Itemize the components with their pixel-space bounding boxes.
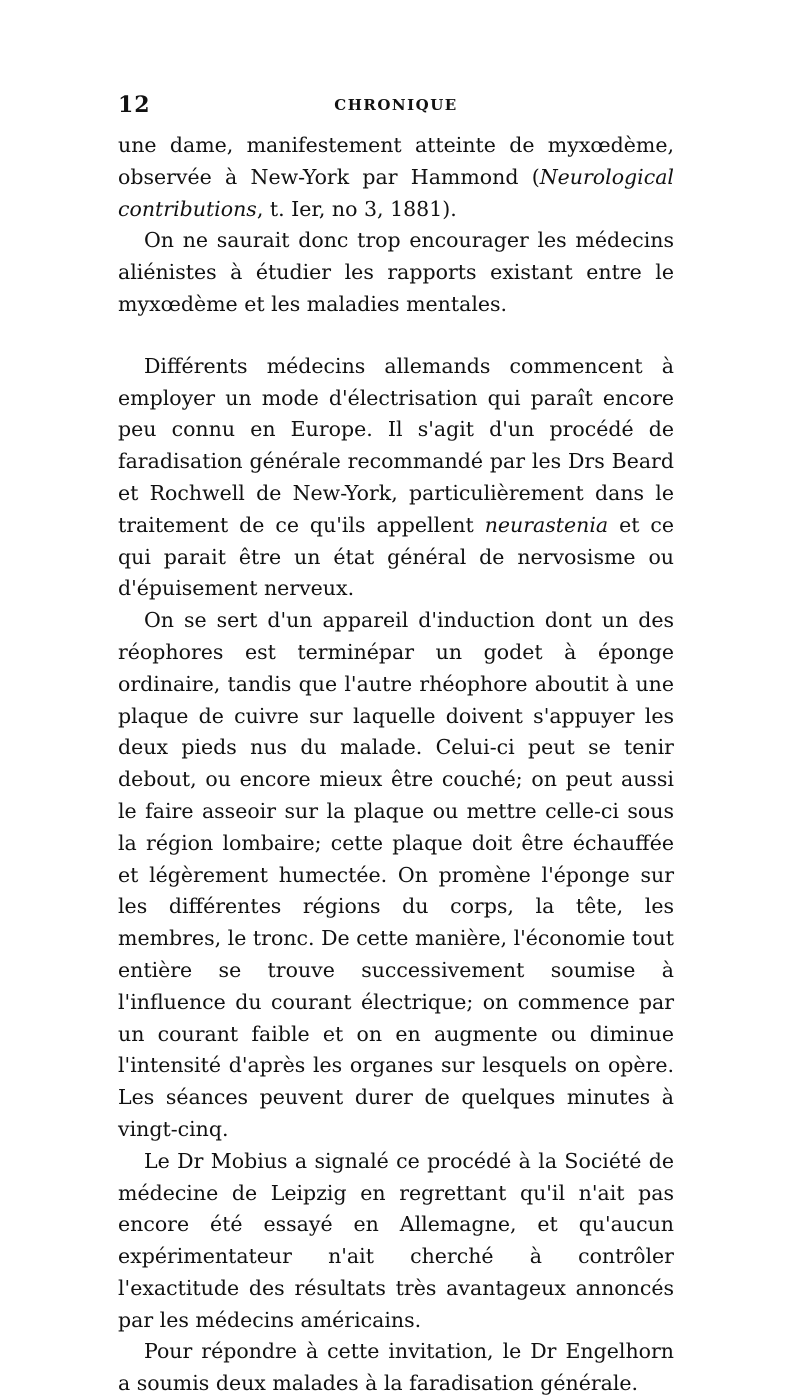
paragraph: Pour répondre à cette invitation, le Dr Engelhorn a soumis deux malades à la faradisation générale. (118, 1339, 674, 1396)
page-number: 12 (118, 92, 151, 118)
paragraph-text: et ce qui parait être un état général de nervosisme ou d'épuisement nerveux. (118, 512, 674, 601)
running-title: CHRONIQUE (334, 96, 458, 114)
page-header (118, 92, 674, 120)
paragraph-text: , t. Ier, no 3, 1881). (256, 196, 457, 221)
body-text (118, 130, 674, 1400)
term-italic: neurastenia (484, 512, 609, 537)
paragraph: On se sert d'un appareil d'induction dont un des réophores est terminépar un godet à éponge ordinaire, tandis que l'autre rhéophore aboutit à une plaque de cuivre sur laquelle doivent s'appuyer les deux pieds nus du malade. Celui-ci peut se tenir debout, ou encore mieux être couché; on peut aussi le faire asseoir sur la plaque ou mettre celle-ci sous la région lombaire; cette plaque doit être échauffée et légèrement humectée. On promène l'éponge sur les différentes régions du corps, la tête, les membres, le tronc. De cette manière, l'économie tout entière se trouve successivement soumise à l'influence du courant électrique; on commence par un courant faible et on en augmente ou diminue l'intensité d'après les organes sur lesquels on opère. Les séances peuvent durer de quelques minutes à vingt-cinq. (118, 608, 674, 1141)
paragraph-text: Différents médecins allemands commencent à employer un mode d'électrisation qui paraît encore peu connu en Europe. Il s'agit d'un procédé de faradisation générale recommandé par les Drs Beard et Rochwell de New-York, particulièrement dans le traitement de ce qu'ils appellent (118, 353, 674, 537)
paragraph (118, 130, 674, 225)
paragraph: On ne saurait donc trop encourager les médecins aliénistes à étudier les rapports existant entre le myxœdème et les maladies mentales. (118, 228, 674, 316)
journal-title: Neurological contributions (118, 164, 674, 221)
paragraph (118, 351, 674, 605)
paragraph-text: une dame, manifestement atteinte de myxœdème, observée à New-York par Hammond ( (118, 133, 674, 189)
paragraph: Le Dr Mobius a signalé ce procédé à la Société de médecine de Leipzig en regrettant qu'il n'ait pas encore été essayé en Allemagne, et qu'aucun expérimentateur n'ait cherché à contrôler l'exactitude des résultats très avantageux annoncés par les médecins américains. (118, 1148, 674, 1332)
